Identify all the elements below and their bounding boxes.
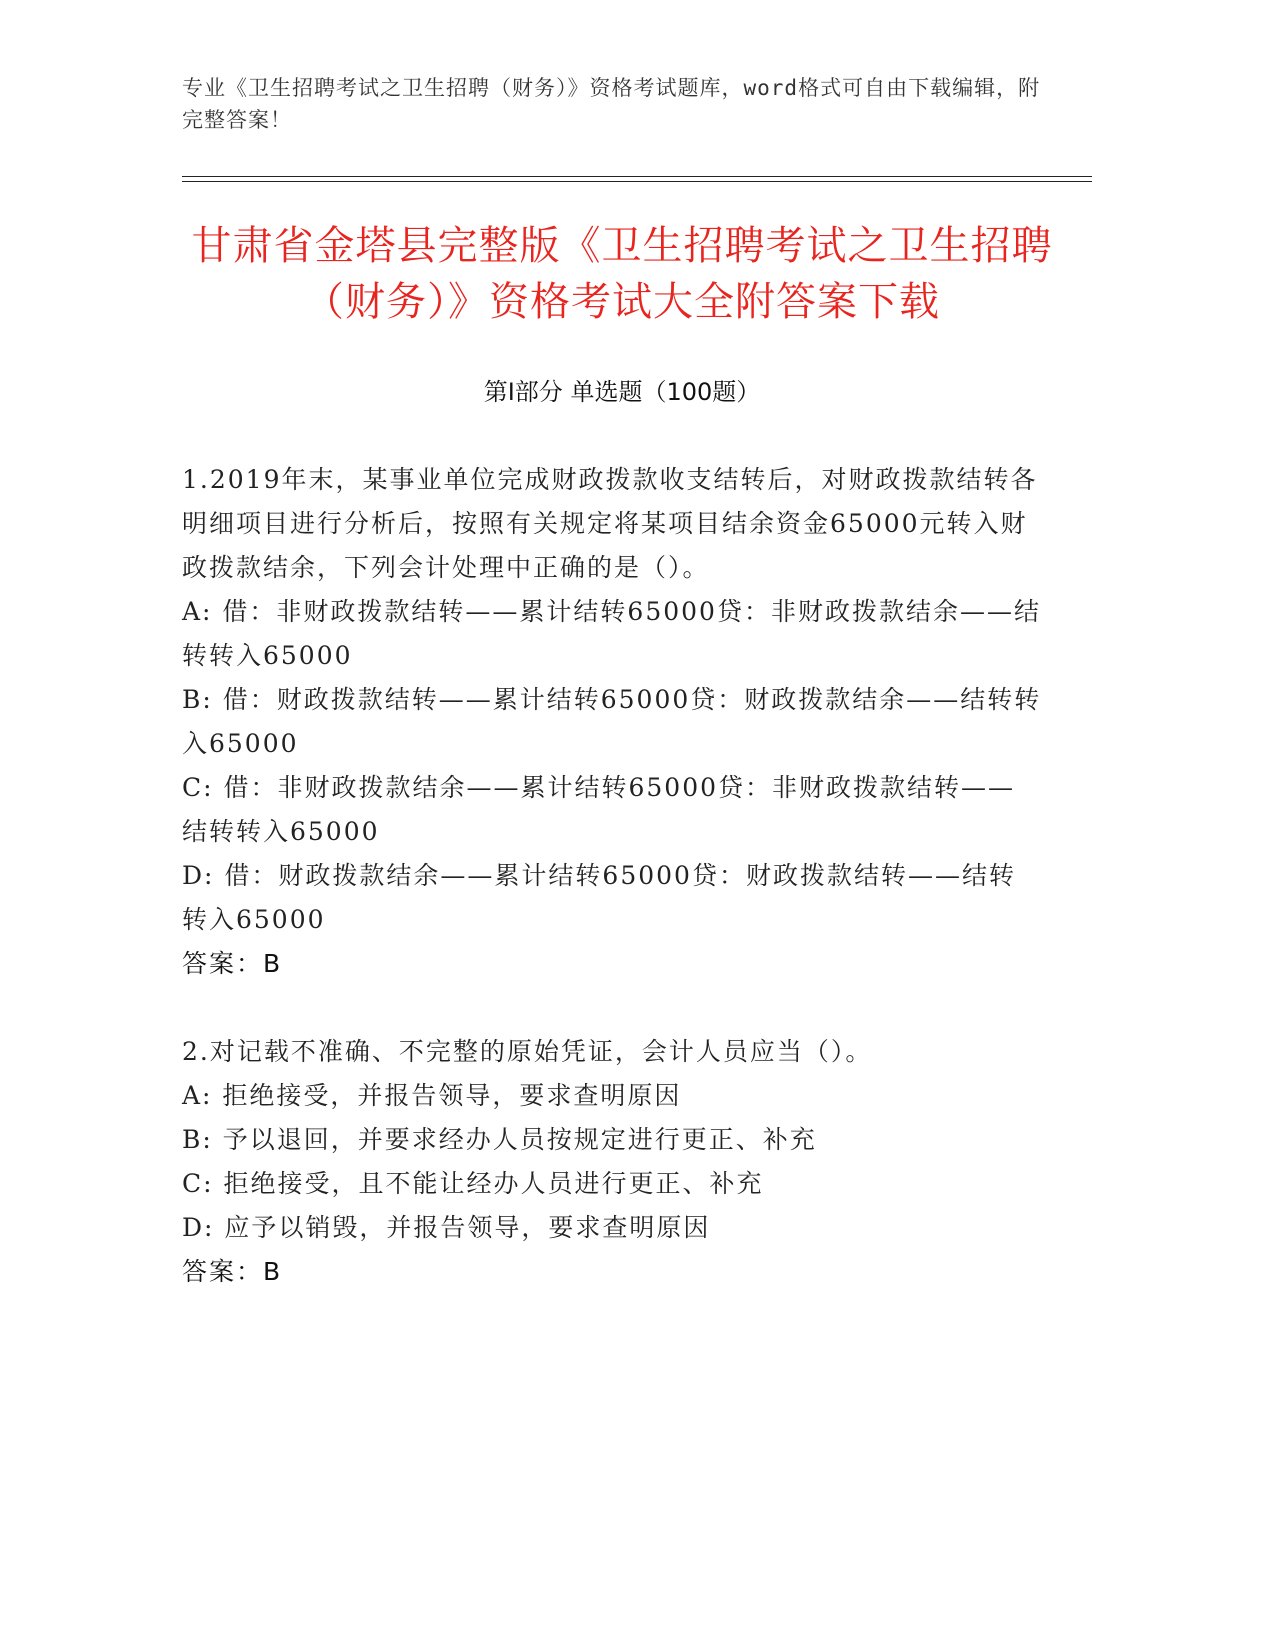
answer: 答案：B: [182, 1257, 283, 1286]
answer: 答案：B: [182, 949, 283, 978]
option-c: C: 借：非财政拨款结余——累计结转65000贷：非财政拨款结转——结转转入65000: [182, 773, 1016, 846]
question-stem: 1.2019年末，某事业单位完成财政拨款收支结转后，对财政拨款结转各明细项目进行分析后，按照有关规定将某项目结余资金65000元转入财政拨款结余，下列会计处理中正确的是（）。: [182, 465, 1038, 582]
option-a: A: 借：非财政拨款结转——累计结转65000贷：非财政拨款结余——结转转入65000: [182, 597, 1041, 670]
header-note: 专业《卫生招聘考试之卫生招聘（财务）》资格考试题库，word格式可自由下载编辑，附完整答案！: [182, 76, 1041, 132]
header-divider-top: [182, 176, 1092, 177]
option-d: D: 借：财政拨款结余——累计结转65000贷：财政拨款结转——结转转入65000: [182, 861, 1016, 934]
option-b: B: 予以退回，并要求经办人员按规定进行更正、补充: [182, 1125, 817, 1154]
option-b: B: 借：财政拨款结转——累计结转65000贷：财政拨款结余——结转转入65000: [182, 685, 1042, 758]
question-list: [182, 458, 1042, 1338]
question-2: [182, 1030, 1042, 1294]
header-divider-bottom: [182, 181, 1092, 182]
option-a: A: 拒绝接受，并报告领导，要求查明原因: [182, 1081, 682, 1110]
document-title: 甘肃省金塔县完整版《卫生招聘考试之卫生招聘（财务）》资格考试大全附答案下载: [191, 223, 1053, 325]
section-title: 第Ⅰ部分 单选题（100题）: [483, 378, 761, 406]
question-1: [182, 458, 1042, 986]
option-d: D: 应予以销毁，并报告领导，要求查明原因: [182, 1213, 711, 1242]
question-stem: 2.对记载不准确、不完整的原始凭证，会计人员应当（）。: [182, 1037, 873, 1066]
option-c: C: 拒绝接受，且不能让经办人员进行更正、补充: [182, 1169, 764, 1198]
